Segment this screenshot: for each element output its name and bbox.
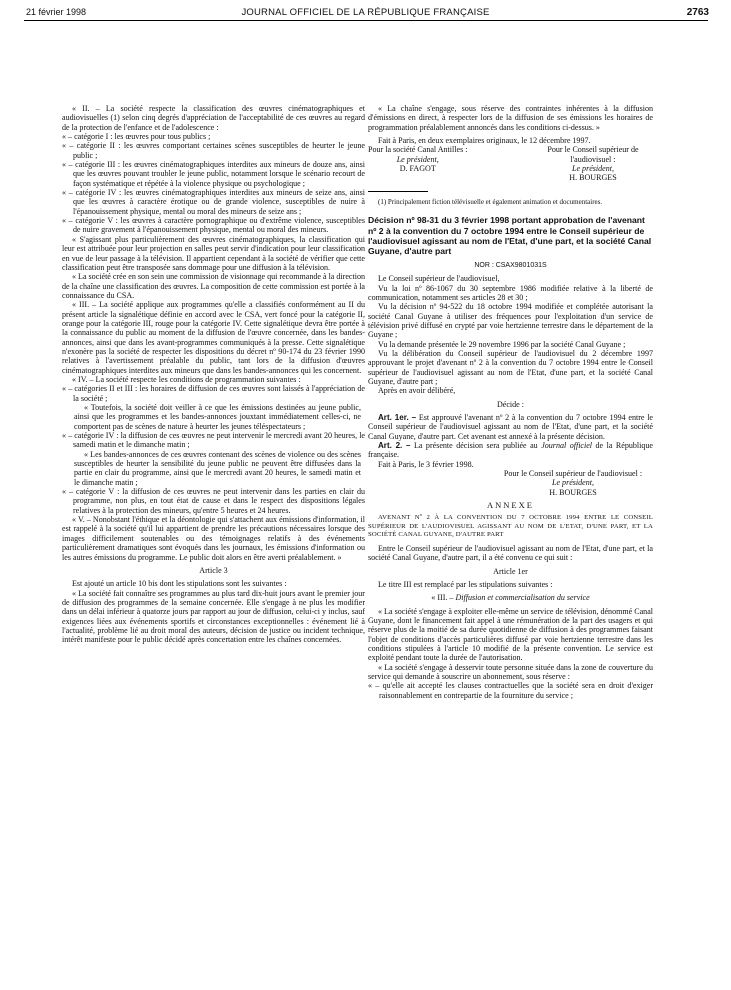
article-label: Art. 1er. – [378, 413, 417, 423]
signature-name: H. BOURGES [549, 487, 597, 497]
fait-line: Fait à Paris, en deux exemplaires originaux, le 12 décembre 1997. [378, 136, 591, 146]
paragraph: Le titre III est remplacé par les stipulations suivantes : [378, 580, 553, 589]
paragraph: « La chaîne s'engage, sous réserve des contraintes inhérentes à la diffusion d'émissions en direct, à respecter lors de la diffusion de ses émissions les horaires de programmation préalablement annoncés dans les conditions ci-dessus. » [368, 104, 653, 132]
paragraph: « IV. – La société respecte les conditions de programmation suivantes : [72, 374, 301, 384]
page-number: 2763 [686, 7, 709, 18]
signature-block [368, 145, 653, 182]
paragraph: « S'agissant plus particulièrement des œuvres cinématographiques, la classification qui leur est attribuée pour leur projection en salles peut servir d'indication pour leur classification en vue de leur passage à la télévision. Il appartient cependant à la société de vérifier que cette classification peut être transposée sans dommage pour une diffusion à la télévision. [62, 234, 365, 272]
paragraph: Vu la loi nº 86-1067 du 30 septembre 1986 modifiée relative à la liberté de communication, notamment ses articles 28 et 30 ; [368, 283, 653, 302]
quote-paragraph: « Les bandes-annonces de ces œuvres contenant des scènes de violence ou des scènes susceptibles de heurter la sensibilité du jeune public ne peuvent être diffusées dans la partie en clair du programme, ainsi que le mercredi avant 20 heures, le samedi matin et le dimanche matin ; [74, 449, 361, 487]
header-date: 21 février 1998 [26, 7, 87, 17]
article-text: La présente décision sera publiée au [413, 441, 542, 451]
paragraph: Vu la demande présentée le 29 novembre 1996 par la société Canal Guyane ; [378, 339, 626, 349]
header-rule [24, 20, 708, 21]
left-column [62, 104, 365, 645]
section-number: « III. – [431, 593, 456, 603]
article-heading: Article 1er [493, 566, 528, 576]
list-item: « – catégorie V : les œuvres à caractère pornographique ou d'extrême violence, susceptibles de nuire gravement à l'épanouissement physique, mental ou moral des mineurs. [62, 216, 365, 235]
nor-reference: NOR : CSAX9801031S [474, 261, 547, 269]
section-title: Diffusion et commercialisation du service [455, 593, 590, 603]
signature-org: Pour le Conseil supérieur de l'audiovisuel : [547, 145, 639, 164]
signature-org: Pour le Conseil supérieur de l'audiovisuel : [503, 469, 643, 479]
paragraph: « La société fait connaître ses programmes au plus tard dix-huit jours avant le premier jour de diffusion des programmes de la semaine concernée. Elle s'engage à ne plus les modifier dans un délai inférieur à quatorze jours par rapport au jour de diffusion, celui-ci y inclus, sauf exigences liées aux événements sportifs et circonstances exceptionnelles : événement lié à l'actualité, problème lié au droit moral des auteurs, décision de justice ou incident technique, intérêt manifeste pour le public décidé après concertation entre les chaînes concernées. [62, 588, 365, 645]
signature-role: Le président, [396, 154, 439, 164]
paragraph: Vu la délibération du Conseil supérieur de l'audiovisuel du 2 décembre 1997 approuvant le projet d'avenant nº 2 à la convention du 7 octobre 1994 entre le Conseil supérieur de l'audiovisuel agissant au nom de l'Etat, d'une part, et la société Canal Guyane, d'autre part ; [368, 348, 653, 386]
paragraph: « II. – La société respecte la classification des œuvres cinématographiques et audiovisuelles (1) selon cinq degrés d'appréciation de l'acceptabilité de ces œuvres au regard de la protection de l'enfance et de l'adolescence : [62, 104, 365, 132]
journal-title: JOURNAL OFFICIEL DE LA RÉPUBLIQUE FRANÇAISE [241, 7, 490, 18]
journal-name: Journal officiel [541, 441, 593, 451]
fait-line: Fait à Paris, le 3 février 1998. [378, 459, 474, 469]
paragraph: Après en avoir délibéré, [378, 386, 456, 396]
list-item: « – catégorie II : les œuvres comportant certaines scènes susceptibles de heurter le jeune public ; [62, 141, 365, 160]
list-item: « – qu'elle ait accepté les clauses contractuelles que la société sera en droit d'exiger raisonnablement en contrepartie de la fourniture du service ; [368, 681, 653, 700]
paragraph: « La société s'engage à exploiter elle-même un service de télévision, dénommé Canal Guyane, dont le financement fait appel à une rémunération de la part des usagers et qui réserve plus de la moitié de sa durée quotidienne de diffusion à des programmes faisant l'objet de conditions d'accès particulières diffusé par voie hertzienne terrestre dans les conditions stipulées à l'article 10 modifié de la présente convention. Le service est exploité pendant toute la durée de l'autorisation. [368, 606, 653, 663]
page-header [0, 0, 731, 20]
article-1 [368, 413, 653, 441]
right-column [368, 104, 653, 700]
footnote: (1) Principalement fiction télévisuelle et également animation et documentaires. [378, 197, 603, 206]
footnote-rule [368, 191, 428, 192]
paragraph: « V. – Nonobstant l'éthique et la déontologie qui s'attachent aux émissions d'information, il est rappelé à la société qu'il lui appartient de prendre les précautions nécessaires lorsque des images difficilement soutenables ou des témoignages relatifs à des événements particulièrement dramatiques sont évoqués dans les journaux, les émissions d'information ou les autres émissions du programme. Le public doit alors en être averti préalablement. » [62, 515, 365, 562]
list-item: « – catégorie IV : les œuvres cinématographiques interdites aux mineurs de seize ans, ainsi que les œuvres à caractère érotique ou de grande violence, susceptibles de nuire à l'épanouissement physique, mental ou moral des mineurs de seize ans ; [62, 188, 365, 216]
decide-heading: Décide : [496, 399, 525, 409]
quote-paragraph: « Toutefois, la société doit veiller à ce que les émissions destinées au jeune public, ainsi que les programmes et les bandes-annonces jouxtant immédiatement celles-ci, ne comportent pas de scènes de nature à heurter les jeunes téléspectateurs ; [74, 403, 361, 431]
article-heading: Article 3 [199, 565, 228, 575]
list-item: « – catégorie V : la diffusion de ces œuvres ne peut intervenir dans les parties en clair du programme, non plus, en tout état de cause et dans le respect des dispositions légales relatives à la protection des mineurs, qu'entre 5 heures et 24 heures. [62, 487, 365, 515]
signature-role: Le président, [551, 478, 595, 488]
signature-name: H. BOURGES [569, 173, 617, 183]
paragraph: Est ajouté un article 10 bis dont les stipulations sont les suivantes : [72, 579, 287, 589]
decision-title: Décision nº 98-31 du 3 février 1998 portant approbation de l'avenant nº 2 à la convention du 7 octobre 1994 entre le Conseil supérieur de l'audiovisuel agissant au nom de l'Etat, d'une part, et la société Canal Guyane, d'autre part [368, 215, 652, 257]
list-item: « – catégorie I : les œuvres pour tous publics ; [62, 132, 211, 142]
signature-name: D. FAGOT [399, 164, 436, 174]
article-2 [368, 441, 653, 460]
paragraph: Entre le Conseil supérieur de l'audiovisuel agissant au nom de l'Etat, d'une part, et la société Canal Guyane, d'autre part, il a été convenu ce qui suit : [368, 543, 653, 563]
list-item: « – catégorie III : les œuvres cinématographiques interdites aux mineurs de douze ans, ainsi que les œuvres pouvant troubler le jeune public, notamment lorsque le scénario recourt de façon systématique et répétée à la violence physique ou psychologique ; [62, 160, 365, 188]
signature-org: Pour la société Canal Antilles : [368, 145, 468, 155]
annexe-heading: ANNEXE [487, 500, 534, 511]
article-text: Est approuvé l'avenant nº 2 à la convention du 7 octobre 1994 entre le Conseil supérieur de l'audiovisuel agissant au nom de l'Etat, d'une part, et la société Canal Guyane, d'autre part. Cet avenant est annexé à la présente décision. [368, 413, 653, 441]
paragraph: « La société s'engage à desservir toute personne située dans la zone de couverture du service qui demande à souscrire un abonnement, sous réserve : [368, 662, 653, 682]
signature-role: Le président, [571, 164, 615, 174]
list-item: « – catégorie IV : la diffusion de ces œuvres ne peut intervenir le mercredi avant 20 heures, le samedi matin et le dimanche matin ; [62, 431, 365, 450]
article-text: de la République française. [368, 441, 653, 460]
paragraph: Le Conseil supérieur de l'audiovisuel, [378, 274, 500, 284]
avenant-title: AVENANT Nº 2 À LA CONVENTION DU 7 OCTOBRE 1994 ENTRE LE CONSEIL SUPÉRIEUR DE L'AUDIOVISUEL AGISSANT AU NOM DE L'ETAT, D'UNE PART, ET LA SOCIÉTÉ CANAL GUYANE, D'AUTRE PART [368, 514, 653, 539]
paragraph: « La société crée en son sein une commission de visionnage qui recommande à la direction de la chaîne une classification des œuvres. La composition de cette commission est portée à la connaissance du CSA. [62, 272, 365, 300]
paragraph: Vu la décision nº 94-522 du 18 octobre 1994 modifiée et complétée autorisant la société Canal Guyane à utiliser des fréquences pour l'exploitation d'un service de télévision privé diffusé en crypté par voie hertzienne terrestre dans le département de la Guyane ; [368, 302, 653, 340]
article-label: Art. 2. – [378, 441, 411, 451]
section-heading [368, 593, 653, 602]
list-item: « – catégories II et III : les horaires de diffusion de ces œuvres sont laissés à l'appréciation de la société ; [62, 384, 365, 403]
signature-block-2 [493, 469, 653, 497]
paragraph: « III. – La société applique aux programmes qu'elle a classifiés conformément au II du présent article la signalétique définie en accord avec le CSA, vert foncé pour la catégorie II, orange pour la catégorie III, rouge pour la catégorie IV. Cette signalétique devra être portée à la connaissance du public au moment de la diffusion de l'œuvre concernée, dans les bandes-annonces, ainsi que dans les avant-programmes communiqués à la presse. Cette signalétique n'exonère pas la société de respecter les dispositions du décret nº 90-174 du 23 février 1990 relatives à l'avertissement préalable du public, tant lors de la diffusion d'œuvres cinématographiques interdites aux mineurs que dans les bandes-annonces qui les concernent. [62, 300, 365, 375]
